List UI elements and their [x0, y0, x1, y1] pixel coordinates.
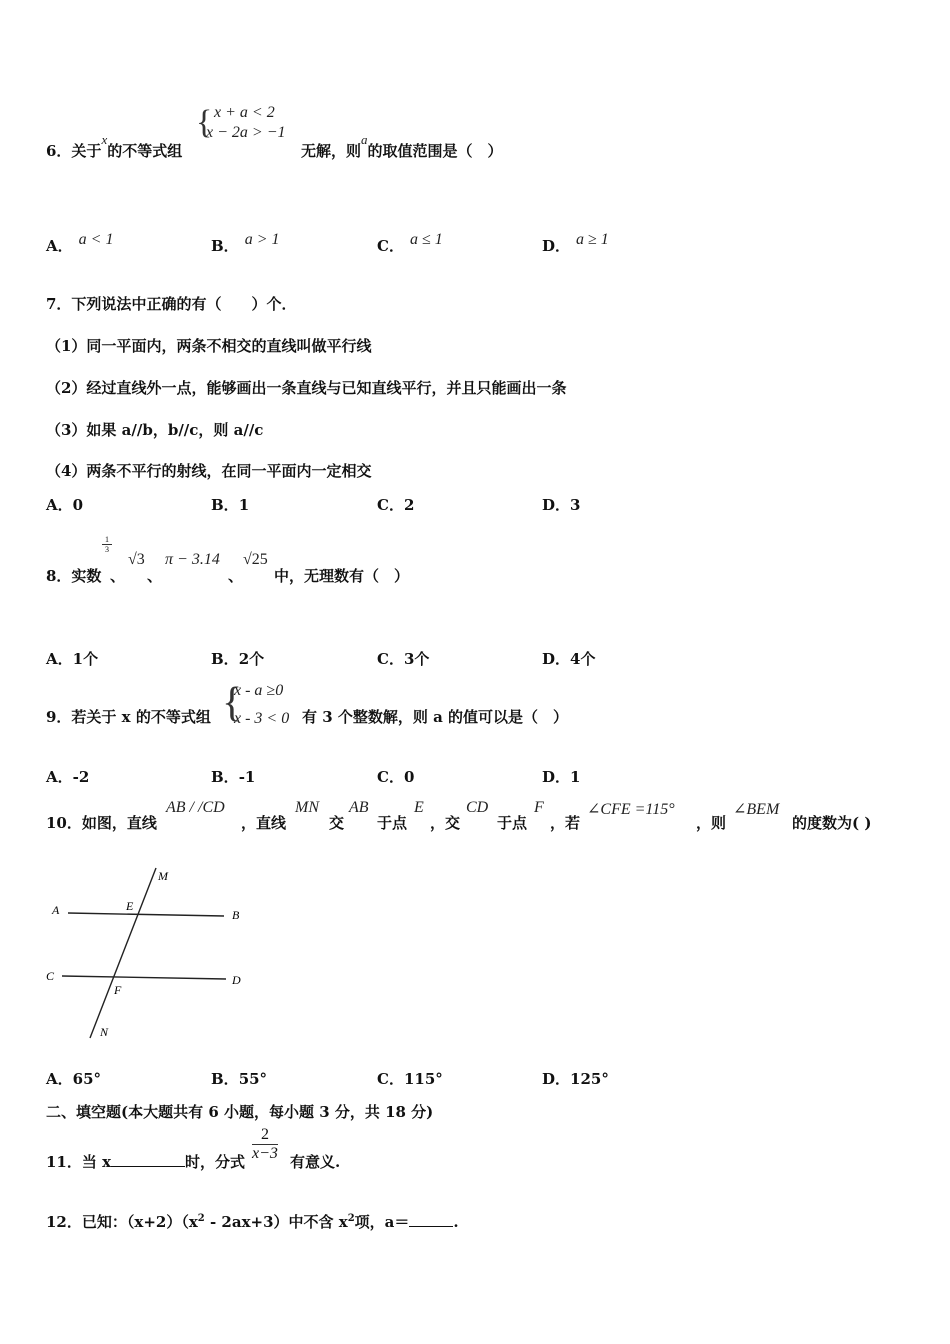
q10-t1: 10．如图，直线: [46, 814, 157, 832]
q8-pi-expr: π − 3.14: [165, 551, 220, 568]
section2-title: 二、填空题(本大题共有 6 小题，每小题 3 分，共 18 分): [46, 1103, 434, 1121]
q8-fraction: 1 3: [102, 535, 112, 554]
q11-suffix: 有意义.: [290, 1153, 341, 1171]
q6-option-d[interactable]: D． a ≥ 1: [542, 231, 609, 255]
label-f: F: [114, 983, 122, 997]
q8-sep3: 、: [228, 567, 244, 585]
q10-m7: ∠CFE =115°: [587, 801, 675, 818]
q8-sep2: 、: [147, 567, 163, 585]
q7-stem: 7．下列说法中正确的有（ ）个．: [46, 295, 297, 313]
label-n: N: [100, 1025, 109, 1039]
q8-sep1: 、: [110, 567, 126, 585]
q10-m8: ∠BEM: [733, 801, 780, 818]
q7-item-4: （4）两条不平行的射线，在同一平面内一定相交: [46, 462, 372, 480]
q7-item-3: （3）如果 a//b，b//c，则 a//c: [46, 421, 264, 439]
q9-prefix: 9．若关于 x 的不等式组: [46, 708, 211, 726]
q10-m4: E: [414, 799, 424, 816]
q8-option-b[interactable]: B．2个: [211, 650, 265, 668]
q6-option-b[interactable]: B． a > 1: [211, 231, 280, 255]
q9-sys-line1: x - a ≥0: [234, 682, 284, 699]
label-m: M: [158, 869, 168, 883]
q10-m5: CD: [466, 799, 489, 816]
q7-item-2: （2）经过直线外一点，能够画出一条直线与已知直线平行，并且只能画出一条: [46, 379, 567, 397]
q7-option-b[interactable]: B．1: [211, 496, 250, 514]
q10-option-a[interactable]: A．65°: [46, 1070, 102, 1088]
q7-item-1: （1）同一平面内，两条不相交的直线叫做平行线: [46, 337, 372, 355]
q8-option-c[interactable]: C．3个: [377, 650, 430, 668]
q12-stem: 12．已知：$(x+2)(x^2 - 2ax+3)$中不含 $x^2$项，a＝ .: [46, 1213, 459, 1231]
q8-sqrt25: √25: [243, 551, 268, 568]
line-cd: [62, 976, 226, 979]
q8-prefix: 8．实数: [46, 567, 102, 585]
q6-stem: 6．关于x的不等式组: [46, 132, 183, 160]
q7-option-d[interactable]: D．3: [542, 496, 581, 514]
q10-t3: 交: [329, 814, 345, 832]
q6-var-x: x: [101, 132, 108, 147]
q6-sys-line2: x − 2a > −1: [206, 124, 286, 141]
q10-option-c[interactable]: C．115°: [377, 1070, 443, 1088]
q9-option-b[interactable]: B．-1: [211, 768, 256, 786]
q7-option-a[interactable]: A．0: [46, 496, 84, 514]
q6-brace: {: [196, 104, 213, 141]
q10-t2: ，直线: [241, 814, 287, 832]
q9-option-d[interactable]: D．1: [542, 768, 581, 786]
q8-sqrt3: √3: [128, 551, 145, 568]
label-c: C: [46, 969, 55, 983]
q11-fraction: $\frac{2}{x-3}$: [252, 1126, 278, 1162]
q6-sys-line1: x + a < 2: [214, 104, 275, 121]
q8-suffix: 中，无理数有（ ）: [274, 567, 410, 585]
q9-brace: {: [222, 680, 243, 726]
label-b: B: [232, 908, 240, 922]
q9-option-c[interactable]: C．0: [377, 768, 415, 786]
q6-stem-tail: 无解，则a的取值范围是（ ）: [301, 132, 503, 160]
q9-sys-line2: x - 3 < 0: [234, 710, 290, 727]
q10-m3: AB: [349, 799, 369, 816]
q10-option-b[interactable]: B．55°: [211, 1070, 268, 1088]
q9-option-a[interactable]: A．-2: [46, 768, 90, 786]
q10-figure: [40, 860, 260, 1045]
q10-t4: 于点: [377, 814, 408, 832]
q10-option-d[interactable]: D．125°: [542, 1070, 609, 1088]
q8-option-d[interactable]: D．4个: [542, 650, 596, 668]
label-d: D: [232, 973, 241, 987]
q6-option-c[interactable]: C． a ≤ 1: [377, 231, 443, 255]
q8-option-a[interactable]: A．1个: [46, 650, 99, 668]
q11-answer-blank[interactable]: [111, 1152, 185, 1167]
q7-option-c[interactable]: C．2: [377, 496, 415, 514]
q10-t9: 的度数为( ): [792, 814, 872, 832]
q6-option-a[interactable]: A． a < 1: [46, 231, 114, 255]
q10-m1: AB / /CD: [166, 799, 225, 816]
line-mn: [90, 868, 156, 1038]
q10-t8: ，则: [696, 814, 727, 832]
label-e: E: [126, 899, 134, 913]
q10-t5: ，交: [430, 814, 461, 832]
q9-suffix: 有 3 个整数解，则 a 的值可以是（ ）: [302, 708, 569, 726]
q10-t7: ，若: [550, 814, 581, 832]
label-a: A: [52, 903, 60, 917]
q10-t6: 于点: [497, 814, 528, 832]
q11-stem: 11．当 x 时，分式: [46, 1153, 246, 1171]
q10-m6: F: [534, 799, 544, 816]
q10-m2: MN: [295, 799, 319, 816]
q12-answer-blank[interactable]: [409, 1212, 453, 1227]
line-ab: [68, 913, 224, 916]
q6-var-a: a: [361, 132, 368, 147]
